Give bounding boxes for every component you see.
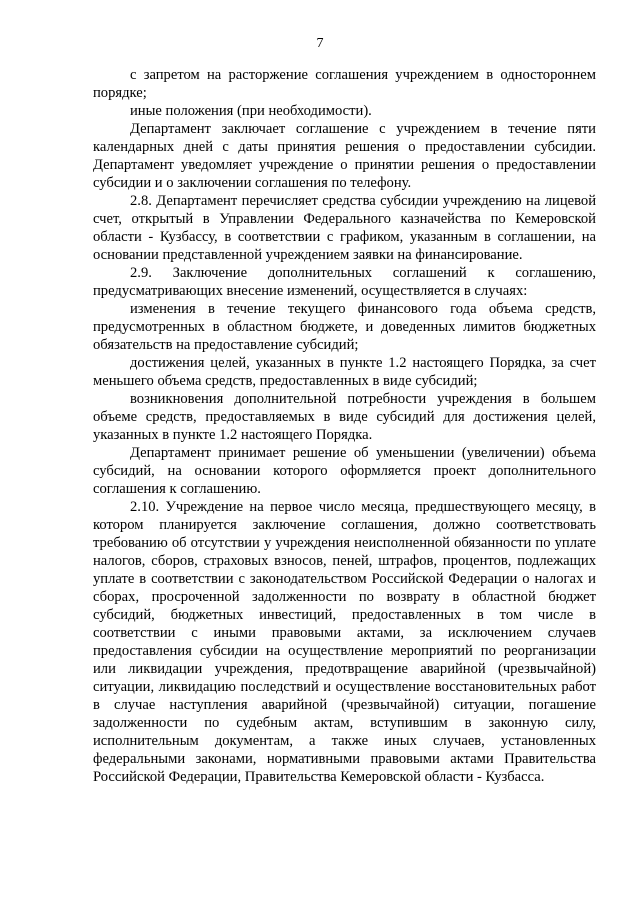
paragraph-prohibition-clause: с запретом на расторжение соглашения учреждением в одностороннем порядке; bbox=[93, 67, 596, 101]
paragraph-case-additional-need: возникновения дополнительной потребности учреждения в большем объеме средств, предоставляемых в виде субсидий для достижения целей, указанных в пункте 1.2 настоящего Порядка. bbox=[93, 391, 596, 443]
paragraph-agreement-conclusion: Департамент заключает соглашение с учреждением в течение пяти календарных дней с даты принятия решения о предоставлении субсидии. Департамент уведомляет учреждение о принятии решения о предоставлении субсидии и о заключении соглашения по телефону. bbox=[93, 121, 596, 191]
paragraph-case-goals-achieved: достижения целей, указанных в пункте 1.2 настоящего Порядка, за счет меньшего объема средств, предоставленных в виде субсидий; bbox=[93, 355, 596, 389]
document-body bbox=[93, 66, 596, 786]
paragraph-2-8: 2.8. Департамент перечисляет средства субсидии учреждению на лицевой счет, открытый в Управлении Федерального казначейства по Кемеровской области - Кузбассу, в соответствии с графиком, указанным в соглашении, на основании представленной учреждением заявки на финансирование. bbox=[93, 193, 596, 263]
paragraph-case-budget-change: изменения в течение текущего финансового года объема средств, предусмотренных в областном бюджете, и доведенных лимитов бюджетных обязательств на предоставление субсидий; bbox=[93, 301, 596, 353]
paragraph-other-provisions: иные положения (при необходимости). bbox=[130, 103, 372, 119]
paragraph-subsidy-decision: Департамент принимает решение об уменьшении (увеличении) объема субсидий, на основании которого оформляется проект дополнительного соглашения к соглашению. bbox=[93, 445, 596, 497]
paragraph-2-9: 2.9. Заключение дополнительных соглашений к соглашению, предусматривающих внесение изменений, осуществляется в случаях: bbox=[93, 265, 596, 299]
page-number: 7 bbox=[316, 36, 324, 51]
paragraph-2-10: 2.10. Учреждение на первое число месяца, предшествующего месяцу, в котором планируется заключение соглашения, должно соответствовать требованию об отсутствии у учреждения неисполненной обязанности по уплате налогов, сборов, страховых взносов, пеней, штрафов, процентов, подлежащих уплате в соответствии с законодательством Российской Федерации о налогах и сборах, просроченной задолженности по возврату в областной бюджет субсидий, бюджетных инвестиций, предоставленных в том числе в соответствии с иными правовыми актами, за исключением случаев предоставления субсидии на осуществление мероприятий по реорганизации или ликвидации учреждения, предотвращение аварийной (чрезвычайной) ситуации, ликвидацию последствий и осуществление восстановительных работ в случае наступления аварийной (чрезвычайной) ситуации, погашение задолженности по судебным актам, вступившим в законную силу, исполнительным документам, а также иных случаев, установленных федеральными законами, нормативными правовыми актами Правительства Российской Федерации, Правительства Кемеровской области - Кузбасса. bbox=[93, 499, 596, 785]
